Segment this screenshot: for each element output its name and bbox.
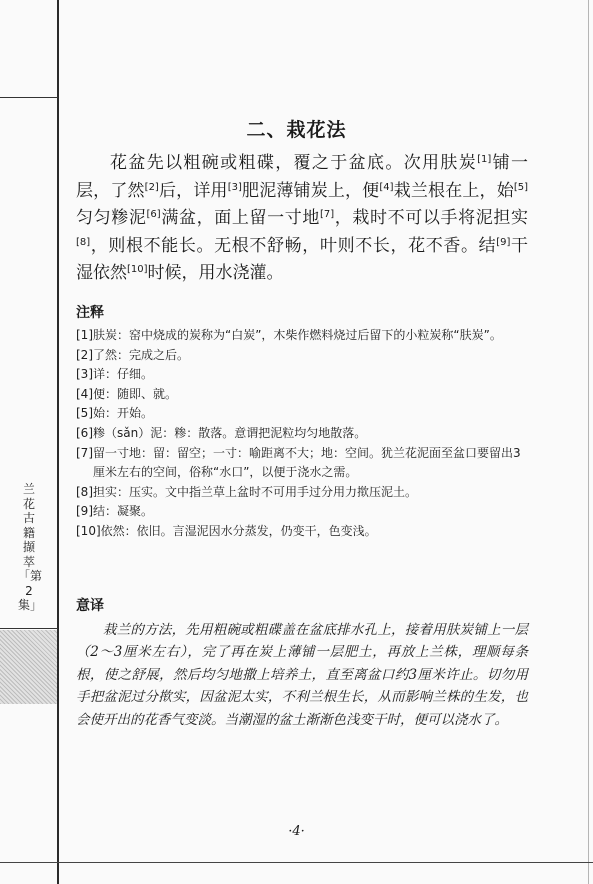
note-text: 肤炭：窑中烧成的炭称为“白炭”，木柴作燃料烧过后留下的小粒炭称“肤炭”。 — [93, 328, 502, 342]
original-text — [76, 150, 528, 288]
side-tab-top-line — [0, 97, 58, 98]
note-number: [10] — [76, 523, 101, 538]
note-number: [6] — [76, 425, 93, 440]
footnote-marker: [7] — [319, 209, 335, 220]
note-item — [76, 365, 532, 385]
note-item — [76, 444, 532, 483]
original-text-segment: ，栽时不可以手将泥担实 — [334, 208, 529, 228]
note-text: 留一寸地：留：留空；一寸：喻距离不大；地：空间。犹兰花泥面至盆口要留出3厘米左右的空间，俗称“水口”，以便于浇水之需。 — [93, 445, 521, 480]
translation-heading: 意译 — [76, 598, 104, 614]
note-item — [76, 346, 532, 366]
footnote-marker: [4] — [379, 181, 394, 193]
original-text-segment: 干湿依然 — [76, 235, 529, 283]
note-text: 始：开始。 — [93, 406, 154, 421]
section-title: 二、栽花法 — [246, 119, 347, 141]
note-number: [1] — [76, 328, 93, 342]
original-text-segment: ，则根不能长。无根不舒畅，叶则不长，花不香。结 — [90, 235, 497, 256]
note-number: [2] — [76, 347, 93, 362]
note-text: 便：随即、就。 — [93, 386, 178, 401]
bottom-rule — [0, 862, 593, 863]
note-item — [76, 385, 532, 405]
note-number: [9] — [76, 504, 93, 519]
footnote-marker: [1] — [477, 154, 492, 165]
footnote-marker: [8] — [76, 236, 91, 248]
note-item — [76, 404, 532, 424]
book-side-title: 兰花古籍撷萃「第2集」 — [18, 482, 43, 612]
original-text-segment: 后，详用 — [158, 180, 228, 201]
side-tab-shading — [0, 630, 57, 704]
note-item — [76, 502, 532, 522]
note-item — [76, 522, 532, 542]
footnote-marker: [9] — [496, 236, 511, 248]
note-item — [76, 326, 532, 346]
original-text-segment: 铺一层，了然 — [76, 153, 529, 201]
side-tab-bottom-line — [0, 628, 58, 629]
note-number: [4] — [76, 386, 93, 401]
note-text: 依然：依旧。言湿泥因水分蒸发，仍变干，色变浅。 — [100, 523, 377, 538]
footnote-marker: [6] — [146, 209, 161, 220]
note-number: [5] — [76, 406, 93, 421]
note-text: 了然：完成之后。 — [93, 347, 190, 362]
note-number: [8] — [76, 484, 93, 499]
footnote-marker: [5] — [513, 181, 529, 193]
notes-list — [76, 326, 532, 542]
note-text: 担实：压实。文中指兰草上盆时不可用手过分用力揿压泥土。 — [93, 484, 418, 499]
original-text-segment: 栽兰根在上，始 — [393, 180, 514, 201]
footnote-marker: [10] — [127, 264, 148, 275]
notes-heading: 注释 — [76, 305, 104, 321]
note-number: [3] — [76, 367, 93, 382]
original-text-segment: 匀匀糁泥 — [76, 208, 147, 228]
page-number: ·4· — [288, 824, 305, 839]
original-text-segment: 时候，用水浇灌。 — [147, 263, 284, 283]
footnote-marker: [2] — [144, 181, 159, 193]
original-text-segment: 肥泥薄铺炭上，便 — [241, 180, 380, 201]
footnote-marker: [3] — [227, 181, 242, 193]
note-text: 糁（sǎn）泥：糁：散落。意谓把泥粒均匀地散落。 — [93, 425, 367, 440]
note-item — [76, 483, 532, 503]
note-number: [7] — [76, 445, 93, 460]
original-text-segment: 花盆先以粗碗或粗碟，覆之于盆底。次用肤炭 — [110, 153, 478, 173]
translation-text: 栽兰的方法，先用粗碗或粗碟盖在盆底排水孔上，接着用肤炭铺上一层（2～3厘米左右），完了再在炭上薄铺一层肥土，再放上兰株，理顺每条根，使之舒展，然后均匀地撒上培养土，直至离盆口约3厘米许止。切勿用手把盆泥过分揿实，因盆泥太实，不利兰根生长，从而影响兰株的生发，也会使开出的花香气变淡。当潮湿的盆土渐渐色浅变干时，便可以浇水了。 — [76, 622, 528, 728]
note-text: 详：仔细。 — [93, 367, 154, 382]
note-text: 结：凝聚。 — [93, 504, 154, 519]
original-text-segment: 满盆，面上留一寸地 — [160, 208, 320, 228]
note-item — [76, 424, 532, 444]
